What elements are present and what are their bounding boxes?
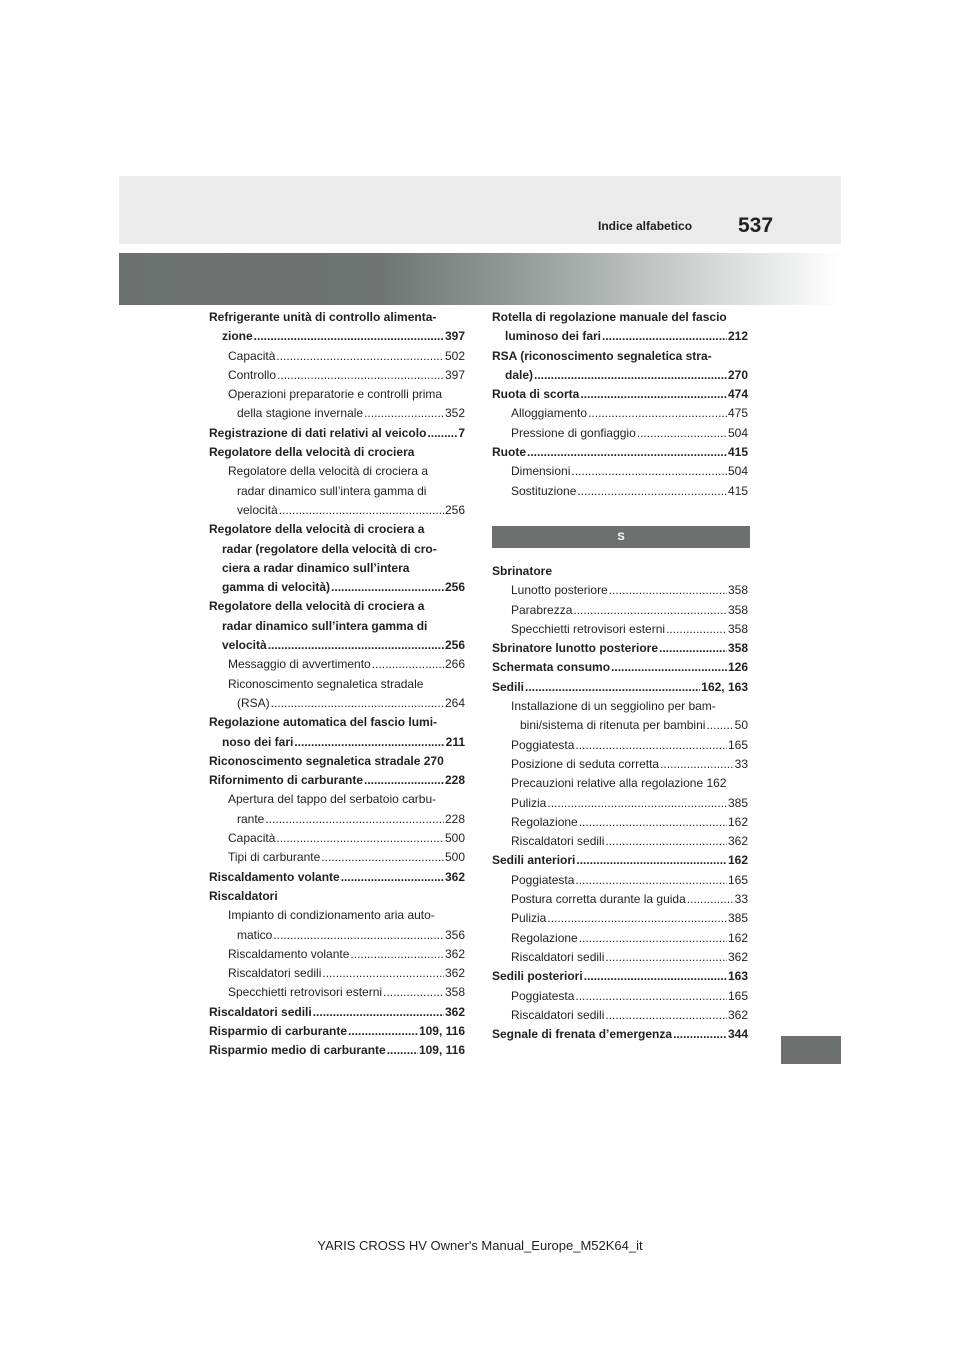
entry-page-ref: 228 <box>444 811 465 826</box>
entry-text: Tipi di carburante <box>228 850 321 865</box>
index-entry <box>492 871 748 890</box>
dot-leader <box>573 601 727 620</box>
index-entry <box>209 655 465 674</box>
dot-leader <box>706 716 733 735</box>
entry-page-ref: 165 <box>727 988 748 1003</box>
index-entry <box>209 713 465 732</box>
entry-text: Poggiatesta <box>511 988 575 1003</box>
entry-page-ref: 500 <box>444 831 465 846</box>
entry-page-ref: 385 <box>727 795 748 810</box>
dot-leader <box>294 733 444 752</box>
index-entry <box>209 733 465 752</box>
entry-page-ref: 162, 163 <box>701 679 748 694</box>
header-bar <box>119 176 841 244</box>
dot-leader <box>277 366 444 385</box>
index-entry <box>209 964 465 983</box>
entry-text: Ruote <box>492 445 526 460</box>
entry-text: velocità <box>237 502 278 517</box>
entry-page-ref: 109, 116 <box>418 1043 465 1058</box>
entry-text: radar dinamico sull’intera gamma di <box>237 483 427 498</box>
index-entry <box>492 967 748 986</box>
index-entry <box>209 482 465 501</box>
entry-text: Capacità <box>228 831 276 846</box>
index-entry <box>492 851 748 870</box>
index-entry <box>209 868 465 887</box>
entry-text: Regolatore della velocità di crociera a <box>209 522 425 537</box>
entry-page-ref: 344 <box>727 1027 748 1042</box>
index-group-s <box>492 562 748 1044</box>
index-entry <box>209 906 465 925</box>
entry-text: velocità <box>222 638 267 653</box>
dot-leader <box>348 1022 418 1041</box>
index-entry <box>209 327 465 346</box>
index-entry <box>492 755 748 774</box>
index-entry <box>209 1041 465 1060</box>
entry-page-ref: 358 <box>727 583 748 598</box>
entry-text: Regolatore della velocità di crociera <box>209 445 415 460</box>
entry-text: Segnale di frenata d’emergenza <box>492 1027 673 1042</box>
entry-text: Riscaldatori sedili <box>209 1004 312 1019</box>
entry-page-ref: 256 <box>444 638 465 653</box>
dot-leader <box>350 945 444 964</box>
entry-page-ref: 50 <box>734 718 748 733</box>
entry-text: Risparmio medio di carburante <box>209 1043 386 1058</box>
dot-leader <box>579 929 727 948</box>
entry-page-ref: 270 <box>727 367 748 382</box>
index-entry <box>209 540 465 559</box>
entry-text: Alloggiamento <box>511 406 588 421</box>
dot-leader <box>575 987 727 1006</box>
entry-text: Specchietti retrovisori esterni <box>228 985 383 1000</box>
dot-leader <box>577 482 727 501</box>
dot-leader <box>547 909 727 928</box>
entry-text: Operazioni preparatorie e controlli prima <box>228 387 443 402</box>
dot-leader <box>331 578 444 597</box>
entry-text: luminoso dei fari <box>505 329 602 344</box>
entry-text: Regolatore della velocità di crociera a <box>228 464 429 479</box>
entry-page-ref: 500 <box>444 850 465 865</box>
index-entry <box>492 482 748 501</box>
entry-page-ref: 358 <box>727 621 748 636</box>
index-entry <box>492 890 748 909</box>
entry-text: Riscaldatori sedili <box>511 1007 605 1022</box>
dot-leader <box>313 1003 444 1022</box>
dot-leader <box>547 794 727 813</box>
entry-page-ref: 256 <box>444 580 465 595</box>
entry-text: Capacità <box>228 348 276 363</box>
entry-text: radar (regolatore della velocità di cro- <box>222 541 437 556</box>
dot-leader <box>427 424 457 443</box>
entry-page-ref: 415 <box>727 483 748 498</box>
entry-page-ref: 7 <box>458 425 465 440</box>
dot-leader <box>279 501 444 520</box>
entry-page-ref: 109, 116 <box>418 1023 465 1038</box>
entry-text: Ruota di scorta <box>492 387 580 402</box>
entry-page-ref: 358 <box>727 602 748 617</box>
index-entry <box>209 424 465 443</box>
dot-leader <box>611 658 727 677</box>
index-entry <box>209 636 465 655</box>
entry-text: Riscaldatori <box>209 888 278 903</box>
entry-text: della stagione invernale <box>237 406 364 421</box>
entry-page-ref: 362 <box>444 946 465 961</box>
index-group-r <box>492 308 748 501</box>
entry-text: Installazione di un seggiolino per bam- <box>511 699 716 714</box>
entry-page-ref: 358 <box>444 985 465 1000</box>
dot-leader <box>588 404 727 423</box>
index-entry <box>492 404 748 423</box>
section-title: Indice alfabetico <box>598 219 693 233</box>
entry-page-ref: 211 <box>445 734 465 749</box>
entry-page-ref: 126 <box>727 660 748 675</box>
entry-text: Specchietti retrovisori esterni <box>511 621 666 636</box>
index-entry <box>492 308 748 327</box>
entry-page-ref: 264 <box>444 695 465 710</box>
entry-text: noso dei fari <box>222 734 294 749</box>
index-entry <box>209 829 465 848</box>
entry-text: Riscaldatori sedili <box>511 834 605 849</box>
entry-text: gamma di velocità) <box>222 580 331 595</box>
dot-leader <box>687 890 734 909</box>
dot-leader <box>364 771 444 790</box>
dot-leader <box>660 755 734 774</box>
dot-leader <box>273 926 444 945</box>
entry-text: Registrazione di dati relativi al veicolo <box>209 425 427 440</box>
index-entry <box>492 929 748 948</box>
entry-page-ref: 397 <box>444 367 465 382</box>
entry-text: radar dinamico sull’intera gamma di <box>222 618 428 633</box>
entry-page-ref: 33 <box>734 756 748 771</box>
index-entry <box>209 694 465 713</box>
index-entry <box>209 520 465 539</box>
entry-text: Precauzioni relative alla regolazione 162 <box>511 776 727 791</box>
index-entry <box>209 675 465 694</box>
entry-text: Sbrinatore lunotto posteriore <box>492 641 659 656</box>
index-entry <box>492 794 748 813</box>
index-entry <box>492 909 748 928</box>
dot-leader <box>321 848 444 867</box>
entry-text: Dimensioni <box>511 464 571 479</box>
entry-text: Schermata consumo <box>492 660 611 675</box>
entry-page-ref: 504 <box>727 425 748 440</box>
dot-leader <box>387 1041 418 1060</box>
entry-page-ref: 165 <box>727 872 748 887</box>
entry-page-ref: 356 <box>444 927 465 942</box>
entry-text: Postura corretta durante la guida <box>511 892 686 907</box>
letter-section-header: S <box>492 526 750 548</box>
index-entry <box>209 385 465 404</box>
entry-page-ref: 228 <box>444 773 465 788</box>
entry-page-ref: 475 <box>727 406 748 421</box>
entry-page-ref: 212 <box>727 329 748 344</box>
index-entry <box>209 404 465 423</box>
entry-text: Riconoscimento segnaletica stradale 270 <box>209 753 444 768</box>
entry-text: rante <box>237 811 265 826</box>
index-entry <box>492 678 748 697</box>
entry-text: Pulizia <box>511 911 547 926</box>
index-entry <box>492 716 748 735</box>
index-entry <box>209 790 465 809</box>
index-entry <box>492 424 748 443</box>
index-entry <box>492 327 748 346</box>
entry-page-ref: 362 <box>444 1004 465 1019</box>
dot-leader <box>527 443 727 462</box>
entry-text: Pulizia <box>511 795 547 810</box>
index-entry <box>492 443 748 462</box>
entry-page-ref: 266 <box>444 657 465 672</box>
entry-page-ref: 397 <box>444 329 465 344</box>
index-entry <box>209 597 465 616</box>
dot-leader <box>609 581 727 600</box>
dot-leader <box>637 424 727 443</box>
dot-leader <box>575 871 727 890</box>
dot-leader <box>383 983 444 1002</box>
index-entry <box>492 1006 748 1025</box>
index-entry <box>492 562 748 581</box>
entry-page-ref: 502 <box>444 348 465 363</box>
entry-text: Sedili <box>492 679 525 694</box>
index-entry <box>209 501 465 520</box>
dot-leader <box>602 327 727 346</box>
entry-text: Regolazione <box>511 814 578 829</box>
index-entry <box>492 385 748 404</box>
decorative-banner <box>119 253 841 305</box>
index-entry <box>209 559 465 578</box>
index-entry <box>492 832 748 851</box>
entry-text: Risparmio di carburante <box>209 1023 348 1038</box>
index-entry <box>209 366 465 385</box>
entry-text: dale) <box>505 367 534 382</box>
dot-leader <box>580 385 727 404</box>
dot-leader <box>276 829 444 848</box>
entry-text: Regolazione automatica del fascio lumi- <box>209 715 438 730</box>
dot-leader <box>534 366 727 385</box>
index-entry <box>209 308 465 327</box>
entry-text: Riconoscimento segnaletica stradale <box>228 676 424 691</box>
dot-leader <box>584 967 727 986</box>
index-entry <box>492 987 748 1006</box>
index-entry <box>492 620 748 639</box>
entry-text: Riscaldamento volante <box>228 946 350 961</box>
index-entry <box>209 771 465 790</box>
entry-text: Lunotto posteriore <box>511 583 608 598</box>
dot-leader <box>372 655 444 674</box>
entry-text: Riscaldatori sedili <box>228 966 322 981</box>
entry-text: RSA (riconoscimento segnaletica stra- <box>492 348 712 363</box>
dot-leader <box>666 620 727 639</box>
index-entry <box>492 697 748 716</box>
entry-text: Parabrezza <box>511 602 573 617</box>
index-entry <box>492 601 748 620</box>
index-entry <box>492 736 748 755</box>
entry-text: Sedili anteriori <box>492 853 576 868</box>
entry-page-ref: 362 <box>727 949 748 964</box>
index-entry <box>492 1025 748 1044</box>
index-entry <box>209 752 465 771</box>
dot-leader <box>341 868 444 887</box>
entry-text: Refrigerante unità di controllo alimenta- <box>209 310 437 324</box>
entry-page-ref: 362 <box>727 1007 748 1022</box>
entry-page-ref: 256 <box>444 502 465 517</box>
index-entry <box>492 658 748 677</box>
index-entry <box>209 945 465 964</box>
dot-leader <box>605 832 727 851</box>
entry-page-ref: 415 <box>727 445 748 460</box>
entry-text: (RSA) <box>237 695 270 710</box>
index-entry <box>492 948 748 967</box>
entry-text: Controllo <box>228 367 277 382</box>
dot-leader <box>268 636 444 655</box>
entry-text: Rifornimento di carburante <box>209 773 364 788</box>
dot-leader <box>322 964 444 983</box>
entry-text: Poggiatesta <box>511 737 575 752</box>
dot-leader <box>364 404 444 423</box>
entry-text: matico <box>237 927 273 942</box>
entry-page-ref: 162 <box>727 930 748 945</box>
dot-leader <box>265 810 444 829</box>
entry-page-ref: 362 <box>444 966 465 981</box>
entry-text: Sedili posteriori <box>492 969 583 984</box>
entry-text: Sbrinatore <box>492 563 553 578</box>
entry-page-ref: 358 <box>727 641 748 656</box>
footer-manual-id: YARIS CROSS HV Owner's Manual_Europe_M52K64_it <box>317 1238 643 1253</box>
index-entry <box>492 639 748 658</box>
entry-page-ref: 162 <box>727 853 748 868</box>
thumb-index-tab <box>781 1036 841 1064</box>
dot-leader <box>576 851 727 870</box>
entry-text: Regolatore della velocità di crociera a <box>209 599 425 614</box>
entry-text: Rotella di regolazione manuale del fascio <box>492 310 727 324</box>
dot-leader <box>254 327 444 346</box>
index-entry <box>209 617 465 636</box>
dot-leader <box>579 813 727 832</box>
entry-text: Messaggio di avvertimento <box>228 657 371 672</box>
index-entry <box>209 578 465 597</box>
dot-leader <box>605 948 727 967</box>
index-entry <box>209 1022 465 1041</box>
index-entry <box>209 443 465 462</box>
dot-leader <box>659 639 727 658</box>
entry-page-ref: 362 <box>444 869 465 884</box>
entry-text: Pressione di gonfiaggio <box>511 425 636 440</box>
index-entry <box>492 813 748 832</box>
index-entry <box>492 581 748 600</box>
index-entry <box>492 462 748 481</box>
entry-text: zione <box>222 329 253 344</box>
index-entry <box>492 347 748 366</box>
entry-page-ref: 385 <box>727 911 748 926</box>
dot-leader <box>571 462 727 481</box>
entry-text: Riscaldatori sedili <box>511 949 605 964</box>
entry-text: Impianto di condizionamento aria auto- <box>228 908 435 923</box>
dot-leader <box>271 694 444 713</box>
entry-page-ref: 362 <box>727 834 748 849</box>
dot-leader <box>673 1025 727 1044</box>
page-number: 537 <box>738 214 774 237</box>
index-entry <box>492 774 748 793</box>
dot-leader <box>575 736 727 755</box>
entry-text: Sostituzione <box>511 483 577 498</box>
entry-page-ref: 162 <box>727 814 748 829</box>
index-entry <box>209 462 465 481</box>
index-entry <box>209 810 465 829</box>
entry-page-ref: 33 <box>734 892 748 907</box>
entry-text: bini/sistema di ritenuta per bambini <box>520 718 706 733</box>
index-entry <box>209 983 465 1002</box>
entry-text: Apertura del tappo del serbatoio carbu- <box>228 792 437 807</box>
dot-leader <box>605 1006 727 1025</box>
entry-text: Riscaldamento volante <box>209 869 340 884</box>
entry-text: Regolazione <box>511 930 578 945</box>
index-entry <box>492 366 748 385</box>
index-entry <box>209 926 465 945</box>
entry-text: Poggiatesta <box>511 872 575 887</box>
index-entry <box>209 848 465 867</box>
entry-text: Posizione di seduta corretta <box>511 756 660 771</box>
entry-page-ref: 163 <box>727 969 748 984</box>
entry-page-ref: 165 <box>727 737 748 752</box>
index-entry <box>209 1003 465 1022</box>
entry-text: ciera a radar dinamico sull’intera <box>222 560 410 575</box>
dot-leader <box>276 347 444 366</box>
entry-page-ref: 352 <box>444 406 465 421</box>
index-column-right <box>492 308 748 1044</box>
index-column-left <box>209 308 465 1061</box>
index-entry <box>209 887 465 906</box>
index-entry <box>209 347 465 366</box>
entry-page-ref: 504 <box>727 464 748 479</box>
dot-leader <box>525 678 700 697</box>
entry-page-ref: 474 <box>727 387 748 402</box>
